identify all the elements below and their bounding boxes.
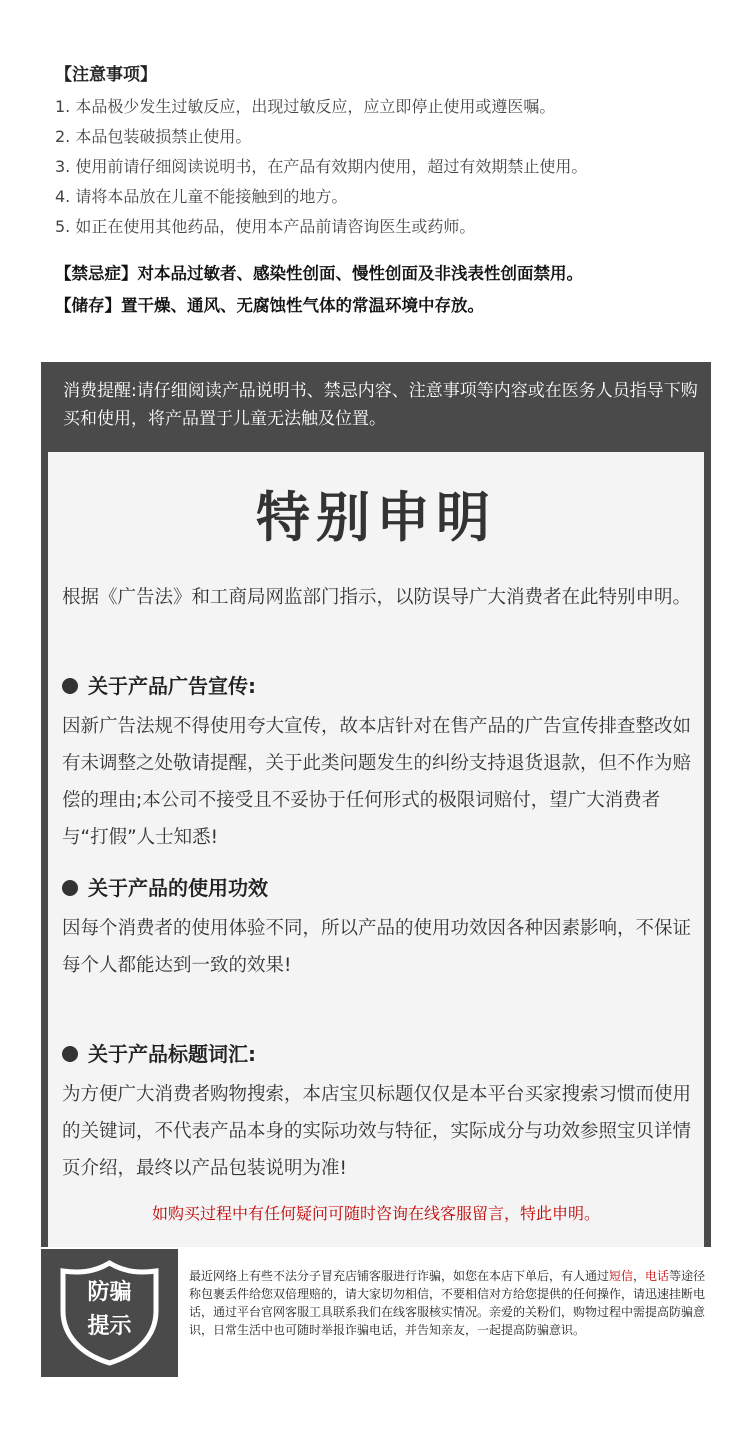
section-text-efficacy: 因每个消费者的使用体验不同，所以产品的使用功效因各种因素影响，不保证每个人都能达到一致的效果! (62, 918, 692, 976)
anti-fraud-badge (41, 1249, 178, 1377)
special-statement-card (41, 362, 711, 1247)
statement-body (48, 452, 704, 1247)
section-heading-text: 关于产品标题词汇: (88, 1042, 256, 1066)
storage-text: 【储存】置干燥、通风、无腐蚀性气体的常温环境中存放。 (55, 296, 484, 315)
anti-fraud-notice (41, 1249, 711, 1377)
fraud-text-separator: ， (633, 1269, 646, 1283)
note-item: 3. 使用前请仔细阅读说明书，在产品有效期内使用，超过有效期禁止使用。 (55, 157, 588, 176)
note-item: 4. 请将本品放在儿童不能接触到的地方。 (55, 187, 348, 206)
section-heading-text: 关于产品广告宣传: (88, 674, 256, 698)
consumer-reminder: 消费提醒:请仔细阅读产品说明书、禁忌内容、注意事项等内容或在医务人员指导下购买和使用，将产品置于儿童无法触及位置。 (63, 381, 698, 429)
section-text-advertising: 因新广告法规不得使用夸大宣传，故本店针对在售产品的广告宣传排查整改如有未调整之处敬请提醒，关于此类问题发生的纠纷支持退货退款，但不作为赔偿的理由;本公司不接受且不妥协于任何形式的极限词赔付，望广大消费者与“打假”人士知悉! (62, 716, 692, 848)
section-heading-advertising (62, 671, 692, 701)
bullet-icon (62, 880, 78, 896)
fraud-text-part: 等途径称包裹丢件给您双倍理赔的，请大家切勿相信，不要相信对方给您提供的任何操作，请迅速挂断电话，通过平台官网客服工具联系我们在线客服核实情况。亲爱的关粉们，购物过程中需提高防骗意识，日常生活中也可随时举报诈骗电话，并告知亲友，一起提高防骗意识。 (189, 1269, 706, 1337)
phone-highlight: 电话 (645, 1269, 670, 1283)
section-heading-efficacy (62, 873, 692, 903)
bullet-icon (62, 1046, 78, 1062)
sms-highlight: 短信 (609, 1269, 634, 1283)
anti-fraud-text (189, 1267, 709, 1339)
customer-service-note: 如购买过程中有任何疑问可随时咨询在线客服留言，特此申明。 (151, 1204, 600, 1223)
contraindication-text: 【禁忌症】对本品过敏者、感染性创面、慢性创面及非浅表性创面禁用。 (55, 264, 583, 283)
note-item: 1. 本品极少发生过敏反应，出现过敏反应，应立即停止使用或遵医嘱。 (55, 97, 556, 116)
note-item: 2. 本品包装破损禁止使用。 (55, 127, 252, 146)
statement-intro: 根据《广告法》和工商局网监部门指示，以防误导广大消费者在此特别申明。 (62, 587, 692, 608)
fraud-text-part: 最近网络上有些不法分子冒充店铺客服进行诈骗，如您在本店下单后，有人通过 (189, 1269, 610, 1283)
statement-title: 特别申明 (256, 486, 496, 549)
section-heading-text: 关于产品的使用功效 (88, 876, 268, 900)
badge-text-line1: 防骗 (87, 1280, 132, 1305)
bullet-icon (62, 678, 78, 694)
section-text-title-words: 为方便广大消费者购物搜索，本店宝贝标题仅仅是本平台买家搜索习惯而使用的关键词，不代表产品本身的实际功效与特征，实际成分与功效参照宝贝详情页介绍，最终以产品包装说明为准! (62, 1084, 692, 1179)
notes-section (55, 62, 715, 322)
note-item: 5. 如正在使用其他药品，使用本产品前请咨询医生或药师。 (55, 217, 476, 236)
section-heading-title-words (62, 1039, 692, 1069)
notes-title: 【注意事项】 (55, 65, 157, 85)
badge-text-line2: 提示 (87, 1314, 132, 1339)
